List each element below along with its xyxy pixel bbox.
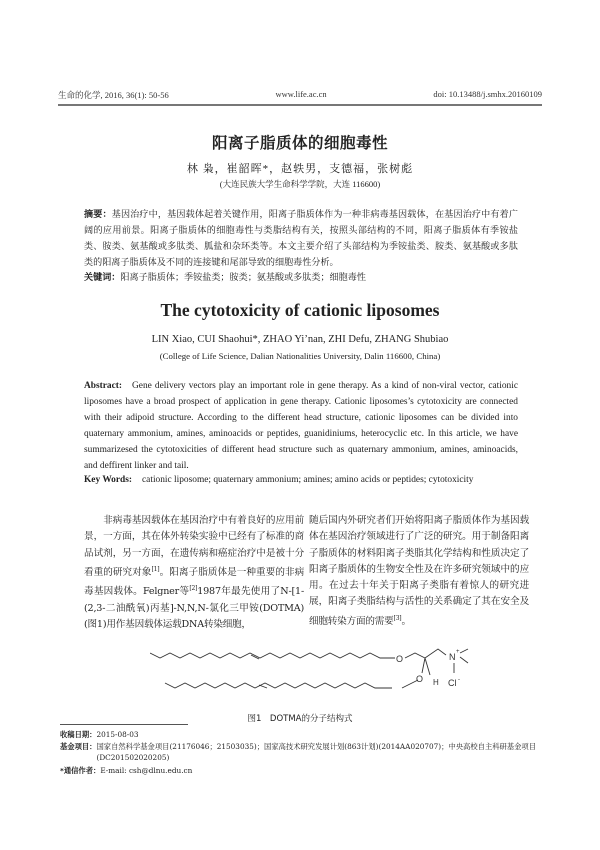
body-text: 。阳离子脂质体是一种重要的非病毒基因载体。Felgner等: [84, 567, 304, 598]
figure-caption: 图1 DOTMA的分子结构式: [247, 714, 353, 724]
chinese-authors: 林 枭，崔韶晖*，赵轶男，支德福，张树彪: [186, 163, 414, 175]
chinese-keywords: [84, 270, 518, 283]
english-keywords: [84, 475, 518, 485]
negative-charge: -: [458, 677, 460, 683]
body-text: 1987年最先使用了N-[1-(2,3-二油酰氧)丙基]-N,N,N-氯化三甲铵(DOTMA)(图1)用作基因载体运载DNA转染细胞，: [84, 586, 304, 631]
citation-ref-3[interactable]: [3]: [393, 614, 402, 622]
body-right-column: [309, 513, 529, 630]
english-keywords-text: cationic liposome; quaternary ammonium; amines; amino acids or peptides; cytotoxicity: [142, 475, 474, 485]
english-abstract-label: Abstract:: [84, 381, 123, 391]
english-abstract: [84, 378, 518, 474]
chinese-keywords-label: 关键词：: [84, 273, 121, 283]
received-label: 收稿日期：: [60, 730, 97, 739]
hydrogen-atom: H: [433, 678, 439, 687]
citation-ref-1[interactable]: [1]: [151, 565, 160, 573]
chinese-keywords-text: 阳离子脂质体；季铵盐类；胺类；氨基酸或多肽类；细胞毒性: [120, 273, 366, 283]
chinese-affiliation: (大连民族大学生命科学学院，大连 116600): [219, 179, 381, 189]
oxygen-atom: O: [416, 674, 424, 684]
chinese-abstract: [84, 207, 518, 271]
chinese-abstract-text: 基因治疗中，基因载体起着关键作用，阳离子脂质体作为一种非病毒基因载体，在基因治疗中有着广阔的应用前景。阳离子脂质体的细胞毒性与类脂结构有关，按照头部结构的不同，阳离子脂质体有季铵盐类、胺类、氨基酸或多肽类、胍盐和杂环类等。本文主要介绍了头部结构为季铵盐类、胺类、氨基酸或多肽类的阳离子脂质体及不同的连接键和尾部导致的细胞毒性分析。: [84, 210, 518, 268]
running-header: [58, 89, 542, 101]
chloride-ion: Cl: [448, 678, 457, 688]
nitrogen-atom: N: [449, 652, 456, 662]
body-left-column: [84, 513, 304, 633]
english-affiliation: (College of Life Science, Dalian Nationalities University, Dalin 116600, China): [159, 351, 441, 361]
doi: doi: 10.13488/j.smhx.20160109: [433, 89, 542, 99]
journal-citation: 生命的化学, 2016, 36(1): 50-56: [58, 90, 169, 100]
funding-label: 基金项目：: [60, 742, 97, 751]
english-authors: LIN Xiao, CUI Shaohui*, ZHAO Yi’nan, ZHI Defu, ZHANG Shubiao: [151, 334, 449, 345]
footnote-rule: [60, 724, 188, 725]
dotma-structure-figure: [150, 645, 470, 700]
corresponding-email[interactable]: E-mail: csh@dlnu.edu.cn: [100, 766, 193, 775]
body-text: 。: [401, 615, 411, 627]
body-text: 非病毒基因载体在基因治疗中有着良好的应用前景，一方面，其在体外转染实验中已经有了标准的商品试剂，另一方面，在遗传病和癌症治疗中是被十分看重的研究对象: [84, 515, 304, 579]
body-text: 随后国内外研究者们开始将阳离子脂质体作为基因载体在基因治疗领域进行了广泛的研究。用于制备阳离子脂质体的材料阳离子类脂其化学结构和性质决定了阳离子脂质体的生物安全性及在许多研究领域中的应用。在过去十年关于阳离子类脂有着惊人的研究进展，阳离子类脂结构与活性的关系确定了其在安全及细胞转染方面的需要: [309, 515, 529, 627]
chinese-title: 阳离子脂质体的细胞毒性: [211, 134, 388, 152]
footnote-received: [60, 729, 540, 740]
english-title: The cytotoxicity of cationic liposomes: [160, 300, 440, 320]
english-abstract-text: Gene delivery vectors play an important role in gene therapy. As a kind of non-viral vector, cationic liposomes have a broad prospect of application in gene therapy. Cationic liposomes’s cytotoxicity are connected with their adipoid structure. According to the different head structure, cationic liposomes can be divided into quaternary ammonium, amines, aminoacids or peptides, guanidiniums, heterocyclic etc. In this article, we have summarizesed the cytotoxicities of different head structure such as quaternary ammonium, amines, aminoacids, and deffirent linker and tail.: [84, 381, 518, 471]
funding-text: 国家自然科学基金项目(21176046；21503035)；国家高技术研究发展计划(863计划)(2014AA020707)；中央高校自主科研基金项目(DC201502020205): [96, 742, 537, 762]
header-rule: [58, 104, 542, 106]
english-keywords-label: Key Words:: [84, 475, 133, 485]
positive-charge: +: [456, 649, 460, 655]
journal-website: www.life.ac.cn: [275, 89, 327, 99]
corresponding-label: *通信作者：: [60, 766, 101, 775]
footnote-corresponding: [60, 765, 540, 776]
citation-ref-2[interactable]: [2]: [189, 585, 198, 593]
footnote-funding: [60, 741, 540, 763]
chinese-abstract-label: 摘要：: [84, 210, 112, 220]
oxygen-atom: O: [396, 654, 404, 664]
received-date: 2015-08-03: [96, 730, 139, 739]
